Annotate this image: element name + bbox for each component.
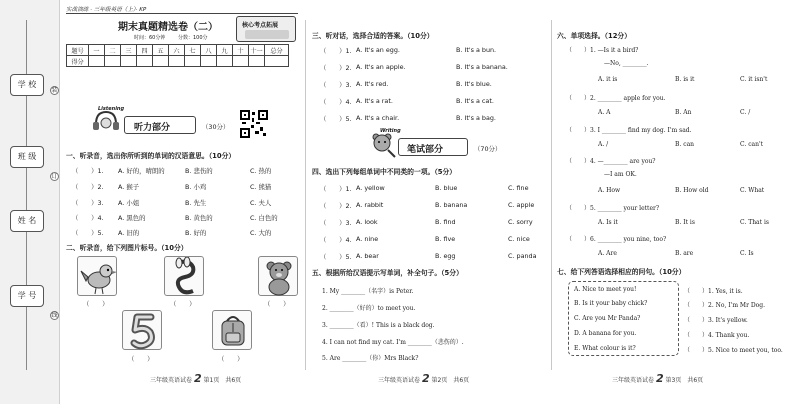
q5-title: 五、根据所给汉语提示写单词，补全句子。（5分） [312, 269, 463, 277]
rabbit-letter-icon [164, 256, 204, 296]
q6-question[interactable]: （ ）2. ________ apple for you. [566, 95, 666, 102]
q1-option-c: C. 大的 [250, 229, 272, 237]
q4-option-a: A. nine [356, 235, 379, 243]
q6-option-a: A. Is it [598, 219, 618, 226]
q5-sentence[interactable]: 2. ________（好的）to meet you. [322, 305, 416, 312]
score-cell[interactable] [217, 56, 233, 67]
score-header-cell: 六 [169, 45, 185, 56]
score-table [66, 44, 289, 67]
page-footer [150, 372, 241, 385]
score-header-cell: 七 [185, 45, 201, 56]
student-id-field[interactable]: 学 号 [10, 285, 44, 307]
q1-item-number[interactable]: （ ）2. [72, 183, 104, 191]
q4-option-b: B. five [435, 235, 456, 243]
footer-prefix: 三年级英语试卷 [378, 377, 421, 384]
school-field[interactable]: 学 校 [10, 74, 44, 96]
footer-prefix: 三年级英语试卷 [150, 377, 193, 384]
q6-option-a: A. Are [598, 250, 617, 257]
q4-option-b: B. blue [435, 184, 458, 192]
footer-number: 2 [655, 372, 664, 385]
q3-option-b: B. It's blue. [456, 80, 492, 88]
q3-option-a: A. It's a chair. [356, 114, 400, 122]
score-header-cell: 题号 [67, 45, 89, 56]
q1-option-b: B. 好的 [185, 229, 207, 237]
q6-question[interactable]: （ ）3. I ________ find my dog. I'm sad. [566, 127, 692, 134]
q4-option-c: C. panda [508, 252, 537, 260]
score-header-cell: 五 [153, 45, 169, 56]
time-label: 时间：60分钟 [134, 35, 166, 41]
listening-banner [124, 116, 196, 134]
q6-option-c: C. can't [740, 141, 764, 148]
q7-option: C. Are you Mr Panda? [574, 315, 641, 322]
score-cell[interactable] [153, 56, 169, 67]
q6-option-c: C. That is [740, 219, 769, 226]
page-footer [612, 372, 703, 385]
q3-option-b: B. It's a banana. [456, 63, 508, 71]
q1-option-c: C. 夫人 [250, 199, 272, 207]
score-cell[interactable] [137, 56, 153, 67]
q2-title: 二、听录音，给下列图片标号。（10分） [66, 244, 188, 252]
q4-item-number[interactable]: （ ）5. [320, 253, 352, 261]
q1-title: 一、听录音，选出你所听到的单词的汉语意思。（10分） [66, 152, 236, 160]
q3-option-b: B. It's a bun. [456, 46, 497, 54]
q4-option-c: C. nice [508, 235, 530, 243]
footer-prefix: 三年级英语试卷 [612, 377, 655, 384]
q6-title: 六、单项选择。（12分） [557, 32, 632, 40]
q5-sentence[interactable]: 1. My ________（名字）is Peter. [322, 288, 414, 295]
q6-option-a: A. / [598, 141, 609, 148]
q1-option-a: A. 好的，晴朗的 [118, 167, 165, 175]
listening-tag: Listening [98, 106, 125, 112]
q4-item-number[interactable]: （ ）4. [320, 236, 352, 244]
q1-option-a: A. 旧的 [118, 229, 140, 237]
q3-item-number[interactable]: （ ）5. [320, 115, 352, 123]
writing-banner [398, 138, 468, 156]
series-label: 实战演练 · 三年级英语（上）· KP [66, 7, 147, 13]
q7-answer[interactable]: （ ）4. Thank you. [684, 332, 750, 339]
q3-item-number[interactable]: （ ）4. [320, 98, 352, 106]
score-header-cell: 一 [89, 45, 105, 56]
q2-answer-blank[interactable]: （ ） [264, 300, 290, 308]
score-cell[interactable] [265, 56, 289, 67]
bird-icon [77, 256, 117, 296]
writing-points: （70分） [474, 145, 502, 153]
score-cell[interactable] [89, 56, 105, 67]
q6-question[interactable]: （ ）6. ________ you nine, too? [566, 236, 667, 243]
q7-answer[interactable]: （ ）5. Nice to meet you, too. [684, 347, 783, 354]
q1-option-c: C. 熊猫 [250, 183, 272, 191]
q4-option-a: A. look [356, 218, 378, 226]
q4-option-c: C. sorry [508, 218, 533, 226]
score-cell[interactable] [105, 56, 121, 67]
q4-item-number[interactable]: （ ）3. [320, 219, 352, 227]
q6-option-b: B. How old [675, 187, 709, 194]
q6-option-b: B. are [675, 250, 694, 257]
q4-option-a: A. rabbit [356, 201, 384, 209]
footer-number: 2 [193, 372, 202, 385]
q4-option-b: B. egg [435, 252, 456, 260]
q4-option-b: B. find [435, 218, 456, 226]
q1-option-b: B. 悲伤的 [185, 167, 213, 175]
binding-line [26, 20, 27, 370]
q3-item-number[interactable]: （ ）3. [320, 81, 352, 89]
score-table-row [67, 56, 289, 67]
q1-option-b: B. 小鸡 [185, 183, 207, 191]
bear-icon [258, 256, 298, 296]
page-footer [378, 372, 469, 385]
q1-option-b: B. 黄色的 [185, 214, 213, 222]
q1-option-a: A. 黑色的 [118, 214, 146, 222]
q1-option-b: B. 先生 [185, 199, 207, 207]
q3-option-a: A. It's an egg. [356, 46, 400, 54]
score-header-cell: 十 [233, 45, 249, 56]
q6-question[interactable]: （ ）1. —Is it a bird? [566, 47, 639, 54]
binding-mark: 装 [51, 87, 58, 94]
score-header-cell: 总分 [265, 45, 289, 56]
q1-option-a: A. 猴子 [118, 183, 140, 191]
q6-option-b: B. is it [675, 76, 695, 83]
page-divider [305, 20, 306, 370]
q4-option-a: A. yellow [356, 184, 385, 192]
q5-sentence[interactable]: 5. Are ________（你）Mrs Black? [322, 355, 419, 362]
qr-code-icon [240, 110, 268, 138]
page-divider [551, 20, 552, 370]
score-cell[interactable] [233, 56, 249, 67]
footer-page: 第3页 共6页 [665, 377, 704, 384]
q6-question[interactable]: （ ）5. ________ your letter? [566, 205, 660, 212]
q4-option-b: B. banana [435, 201, 468, 209]
q4-option-c: C. fine [508, 184, 529, 192]
class-field[interactable]: 班 级 [10, 146, 44, 168]
q1-item-number[interactable]: （ ）4. [72, 214, 104, 222]
q6-option-b: B. can [675, 141, 695, 148]
q1-option-c: C. 热的 [250, 167, 272, 175]
q5-sentence[interactable]: 3. ________（看）! This is a black dog. [322, 322, 435, 329]
score-row-label: 得分 [67, 56, 89, 67]
badge-decoration [245, 30, 289, 39]
q1-item-number[interactable]: （ ）3. [72, 199, 104, 207]
badge-banner [236, 16, 296, 42]
exam-title: 期末真题精选卷（二） [118, 22, 218, 33]
q7-option: E. What colour is it? [574, 345, 636, 352]
q6-question-line2: —No, ________. [604, 60, 649, 67]
score-header-cell: 三 [121, 45, 137, 56]
score-cell[interactable] [185, 56, 201, 67]
binding-mark: 线 [51, 312, 58, 319]
listening-points: （30分） [202, 123, 230, 131]
score-label: 分数：100分 [178, 35, 208, 41]
q3-option-b: B. It's a cat. [456, 97, 494, 105]
listening-heading: 听力部分 [134, 123, 171, 133]
binding-sidebar [0, 0, 60, 404]
q2-answer-blank[interactable]: （ ） [83, 300, 109, 308]
footer-number: 2 [421, 372, 430, 385]
q3-option-b: B. It's a bag. [456, 114, 496, 122]
q6-option-c: C. What [740, 187, 765, 194]
score-header-cell: 八 [201, 45, 217, 56]
q7-answer[interactable]: （ ）2. No, I'm Mr Dog. [684, 302, 766, 309]
q4-title: 四、选出下列每组单词中不同类的一项。（5分） [312, 168, 457, 176]
q1-item-number[interactable]: （ ）5. [72, 229, 104, 237]
writing-heading: 笔试部分 [407, 145, 444, 155]
score-cell[interactable] [121, 56, 137, 67]
score-header-cell: 四 [137, 45, 153, 56]
q1-option-c: C. 白色的 [250, 214, 278, 222]
q2-answer-blank[interactable]: （ ） [128, 355, 154, 363]
q4-option-a: A. bear [356, 252, 379, 260]
q3-option-a: A. It's red. [356, 80, 389, 88]
q7-option: A. Nice to meet you! [574, 286, 637, 293]
q6-option-a: A. it is [598, 76, 618, 83]
q1-item-number[interactable]: （ ）1. [72, 167, 104, 175]
q6-question-line2: —I am OK. [604, 171, 637, 178]
score-cell[interactable] [201, 56, 217, 67]
score-cell[interactable] [169, 56, 185, 67]
score-header-cell: 九 [217, 45, 233, 56]
q5-sentence[interactable]: 4. I can not find my cat. I'm ________（悲伤的）. [322, 339, 464, 346]
q3-item-number[interactable]: （ ）2. [320, 64, 352, 72]
q1-option-a: A. 小姐 [118, 199, 140, 207]
q7-title: 七、给下列答语选择相应的问句。（10分） [557, 268, 686, 276]
q6-question[interactable]: （ ）4. —________ are you? [566, 158, 656, 165]
footer-page: 第1页 共6页 [203, 377, 242, 384]
binding-mark: 订 [51, 173, 58, 180]
name-field[interactable]: 姓 名 [10, 210, 44, 232]
q7-option: B. Is it your baby chick? [574, 300, 648, 307]
q6-option-c: C. / [740, 109, 751, 116]
q4-item-number[interactable]: （ ）1. [320, 185, 352, 193]
score-header-cell: 二 [105, 45, 121, 56]
header-rule [66, 13, 298, 14]
q6-option-b: B. An [675, 109, 692, 116]
q4-option-c: C. apple [508, 201, 535, 209]
q3-item-number[interactable]: （ ）1. [320, 47, 352, 55]
q3-title: 三、听对话，选择合适的答案。（10分） [312, 32, 434, 40]
q2-answer-blank[interactable]: （ ） [170, 300, 196, 308]
q6-option-a: A. A [598, 109, 611, 116]
q7-answer[interactable]: （ ）3. It's yellow. [684, 317, 748, 324]
q2-answer-blank[interactable]: （ ） [218, 355, 244, 363]
score-header-cell: 十一 [249, 45, 265, 56]
writing-tag: Writing [380, 128, 401, 134]
q7-answer[interactable]: （ ）1. Yes, it is. [684, 288, 743, 295]
q6-option-a: A. How [598, 187, 621, 194]
score-cell[interactable] [249, 56, 265, 67]
q3-option-a: A. It's a rat. [356, 97, 393, 105]
q7-option: D. A banana for you. [574, 330, 637, 337]
score-table-header-row [67, 45, 289, 56]
q6-option-c: C. it isn't [740, 76, 768, 83]
q4-item-number[interactable]: （ ）2. [320, 202, 352, 210]
backpack-icon [212, 310, 252, 350]
badge-text: 核心考点拓展 [242, 22, 279, 29]
number-five-icon [122, 310, 162, 350]
q6-option-b: B. It is [675, 219, 695, 226]
footer-page: 第2页 共6页 [431, 377, 470, 384]
q3-option-a: A. It's an apple. [356, 63, 406, 71]
q6-option-c: C. Is [740, 250, 754, 257]
